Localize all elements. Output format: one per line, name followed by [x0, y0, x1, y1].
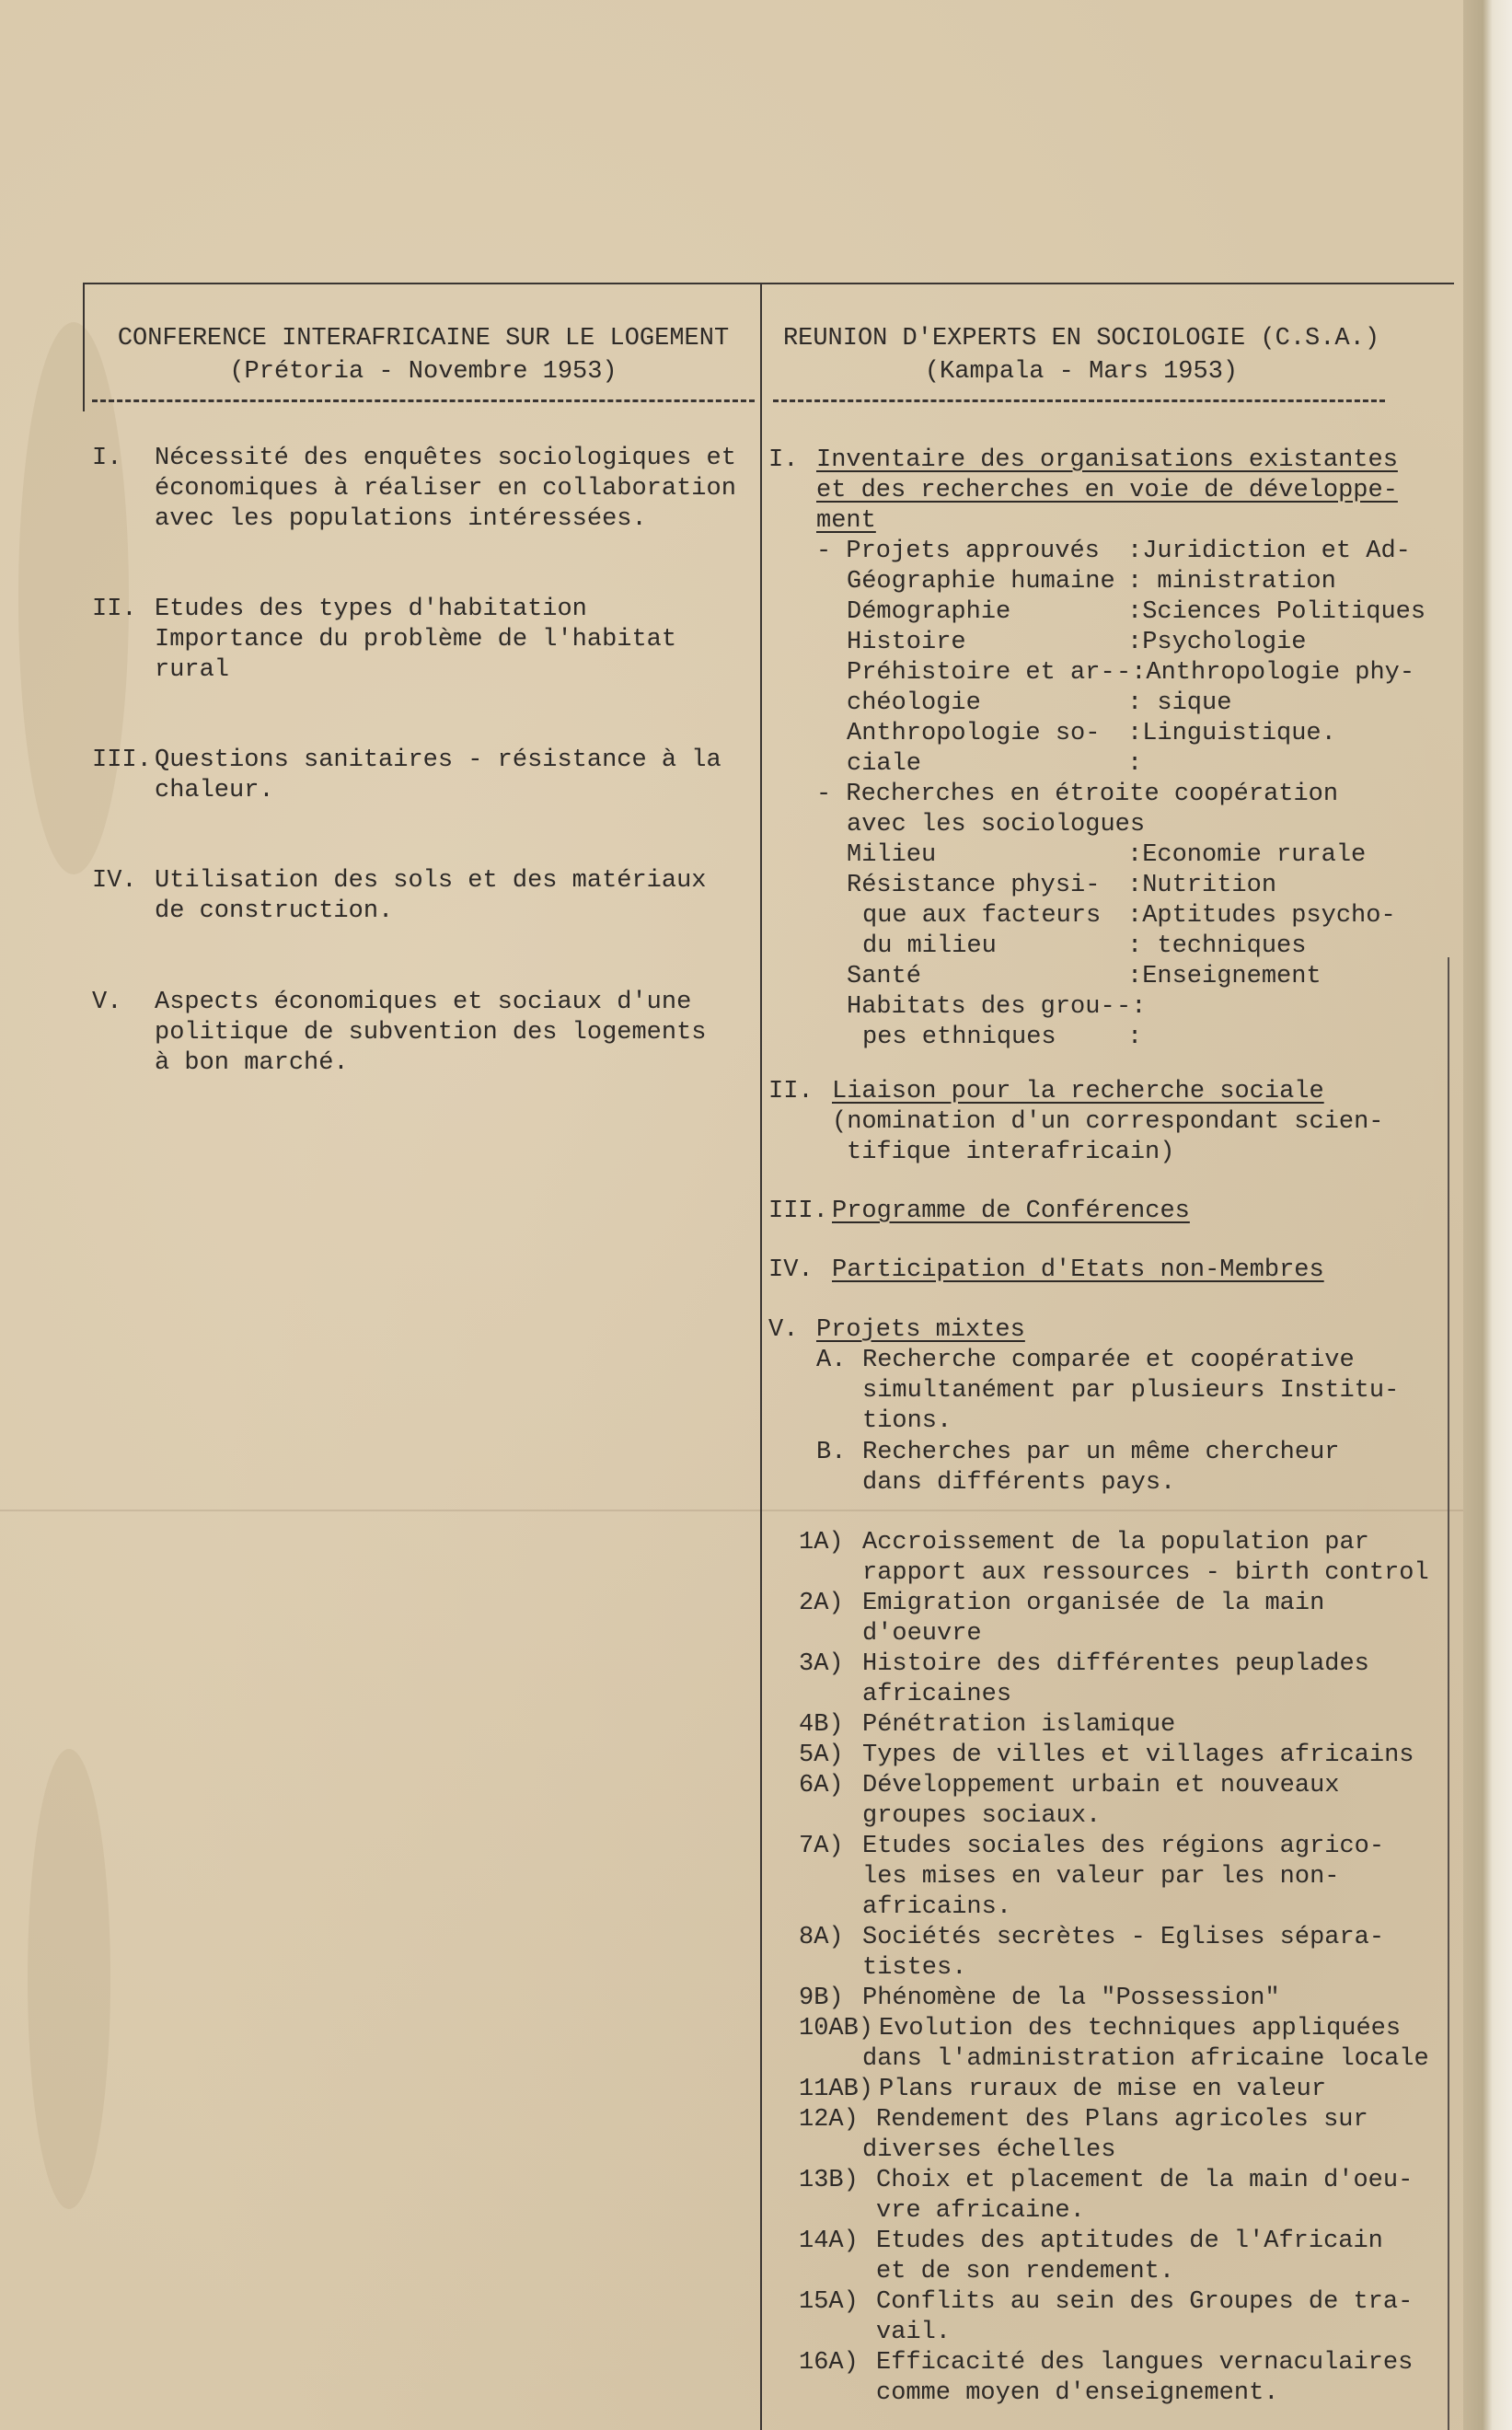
project-text: diverses échelles	[862, 2136, 1116, 2164]
section-title: Liaison pour la recherche sociale	[832, 1078, 1324, 1105]
projet-right: -:Anthropologie phy-	[1116, 659, 1415, 687]
left-item-text: Importance du problème de l'habitat	[155, 626, 677, 654]
project-code: 8A)	[799, 1924, 844, 1951]
stain	[28, 1749, 110, 2209]
recherches-intro: - Recherches en étroite coopération	[816, 781, 1339, 808]
right-header-dashed-rule	[773, 399, 1385, 402]
project-text: Evolution des techniques appliquées	[879, 2015, 1402, 2042]
left-item-number: II.	[92, 596, 137, 623]
fold-crease	[0, 1510, 1463, 1511]
left-item-text: Questions sanitaires - résistance à la	[155, 746, 721, 774]
recherche-right-text: Aptitudes psycho-	[1142, 902, 1396, 930]
project-code: 9B)	[799, 1984, 844, 2012]
left-item-text: rural	[155, 656, 230, 684]
projet-right: :Psychologie	[1127, 629, 1307, 656]
recherche-right-text: Enseignement	[1142, 963, 1322, 990]
section-number: IV.	[768, 1256, 814, 1284]
subsection-text: Recherche comparée et coopérative	[862, 1347, 1355, 1374]
project-text: dans l'administration africaine locale	[862, 2045, 1429, 2073]
recherche-right-text: techniques	[1157, 932, 1307, 960]
projet-left: Préhistoire et ar-	[847, 659, 1115, 687]
left-item-text: Nécessité des enquêtes sociologiques et	[155, 445, 736, 472]
projet-left: chéologie	[847, 689, 981, 717]
left-item-text: de construction.	[155, 897, 394, 925]
projet-right-text: Anthropologie phy-	[1146, 659, 1415, 687]
left-item-number: I.	[92, 445, 122, 472]
recherche-left: du milieu	[862, 932, 997, 960]
project-code: 4B)	[799, 1711, 844, 1739]
recherche-right: :Aptitudes psycho-	[1127, 902, 1396, 930]
column-divider	[760, 283, 762, 2430]
recherche-right: : techniques	[1127, 932, 1307, 960]
section-text: (nomination d'un correspondant scien-	[832, 1108, 1384, 1136]
projet-right-text: ministration	[1157, 568, 1336, 596]
subsection-text: tions.	[862, 1407, 952, 1435]
projet-left: ciale	[847, 750, 922, 778]
section-text: tifique interafricain)	[847, 1139, 1175, 1166]
project-text: vre africaine.	[876, 2197, 1085, 2225]
projet-right-text: Psychologie	[1142, 629, 1307, 656]
left-item-number: V.	[92, 989, 122, 1016]
project-code: 3A)	[799, 1650, 844, 1678]
project-code: 10AB)	[799, 2015, 874, 2042]
recherche-right-text: Economie rurale	[1142, 841, 1367, 869]
project-text: Histoire des différentes peuplades	[862, 1650, 1369, 1678]
left-header-subtitle: (Prétoria - Novembre 1953)	[229, 358, 617, 386]
recherche-left: que aux facteurs	[862, 902, 1102, 930]
project-code: 14A)	[799, 2228, 859, 2255]
project-text: tistes.	[862, 1954, 967, 1982]
left-item-text: Etudes des types d'habitation	[155, 596, 587, 623]
left-item-text: chaleur.	[155, 777, 274, 804]
project-text: Choix et placement de la main d'oeu-	[876, 2167, 1414, 2194]
section-number: V.	[768, 1316, 799, 1344]
project-text: Rendement des Plans agricoles sur	[876, 2106, 1368, 2134]
recherche-colon: :	[1127, 1024, 1143, 1051]
project-text: Sociétés secrètes - Eglises sépara-	[862, 1924, 1385, 1951]
recherches-intro: avec les sociologues	[847, 811, 1146, 839]
project-text: Plans ruraux de mise en valeur	[879, 2076, 1327, 2103]
recherche-left: Santé	[847, 963, 922, 990]
subsection-text: dans différents pays.	[862, 1469, 1176, 1497]
project-text: les mises en valeur par les non-	[862, 1863, 1340, 1891]
recherche-right-text: Nutrition	[1142, 872, 1277, 899]
projet-colon: :	[1127, 750, 1143, 778]
project-text: et de son rendement.	[876, 2258, 1175, 2285]
project-text: Types de villes et villages africains	[862, 1742, 1414, 1769]
project-text: rapport aux ressources - birth control	[862, 1559, 1429, 1587]
subsection-label: A.	[816, 1347, 847, 1374]
section-title: ment	[816, 507, 876, 535]
projet-right: : sique	[1127, 689, 1232, 717]
project-text: vail.	[876, 2319, 952, 2346]
projet-right-text: sique	[1157, 689, 1232, 717]
project-code: 11AB)	[799, 2076, 874, 2103]
left-item-text: Utilisation des sols et des matériaux	[155, 867, 707, 895]
section-number: I.	[768, 446, 799, 474]
left-item-text: avec les populations intéressées.	[155, 505, 647, 533]
project-code: 6A)	[799, 1772, 844, 1799]
projet-right: : ministration	[1127, 568, 1336, 596]
left-header-dashed-rule	[92, 399, 755, 402]
recherche-left: Milieu	[847, 841, 937, 869]
section-number: III.	[768, 1198, 828, 1225]
projet-left: Histoire	[847, 629, 966, 656]
left-item-text: économiques à réaliser en collaboration	[155, 475, 736, 503]
right-header	[764, 322, 1399, 388]
recherche-colon: -:	[1116, 993, 1147, 1021]
subsection-label: B.	[816, 1439, 847, 1466]
project-text: Etudes sociales des régions agrico-	[862, 1833, 1385, 1860]
project-text: africaines	[862, 1681, 1012, 1708]
recherche-left: Habitats des grou-	[847, 993, 1115, 1021]
projets-right: :Juridiction et Ad-	[1127, 538, 1411, 565]
project-code: 16A)	[799, 2349, 859, 2377]
project-text: Accroissement de la population par	[862, 1529, 1369, 1556]
section-title: Programme de Conférences	[832, 1198, 1190, 1225]
table-top-rule	[83, 283, 1454, 284]
recherche-right: :Enseignement	[1127, 963, 1322, 990]
projet-left: Démographie	[847, 598, 1011, 626]
project-code: 5A)	[799, 1742, 844, 1769]
project-text: Conflits au sein des Groupes de tra-	[876, 2288, 1414, 2316]
projet-right: :Linguistique.	[1127, 720, 1336, 747]
projet-left: Géographie humaine	[847, 568, 1115, 596]
right-header-subtitle: (Kampala - Mars 1953)	[924, 358, 1239, 386]
section-number: II.	[768, 1078, 814, 1105]
project-text: Efficacité des langues vernaculaires	[876, 2349, 1414, 2377]
project-code: 13B)	[799, 2167, 859, 2194]
projet-right-text: Sciences Politiques	[1142, 598, 1426, 626]
recherche-left: Résistance physi-	[847, 872, 1101, 899]
right-margin-rule	[1448, 957, 1449, 2430]
left-item-text: Aspects économiques et sociaux d'une	[155, 989, 692, 1016]
left-item-number: IV.	[92, 867, 137, 895]
project-code: 1A)	[799, 1529, 844, 1556]
project-text: d'oeuvre	[862, 1620, 982, 1648]
project-text: Emigration organisée de la main	[862, 1590, 1325, 1617]
left-header-title: CONFERENCE INTERAFRICAINE SUR LE LOGEMENT	[117, 325, 730, 353]
left-item-text: politique de subvention des logements	[155, 1019, 707, 1047]
right-header-title: REUNION D'EXPERTS EN SOCIOLOGIE (C.S.A.)	[782, 325, 1380, 353]
project-code: 15A)	[799, 2288, 859, 2316]
section-title: Participation d'Etats non-Membres	[832, 1256, 1324, 1284]
project-text: Etudes des aptitudes de l'Africain	[876, 2228, 1383, 2255]
page-edge	[1463, 0, 1512, 2430]
recherche-left: pes ethniques	[862, 1024, 1056, 1051]
projet-right-text: Juridiction et Ad-	[1142, 538, 1411, 565]
recherche-right: :Economie rurale	[1127, 841, 1367, 869]
project-code: 7A)	[799, 1833, 844, 1860]
left-item-number: III.	[92, 746, 152, 774]
left-header	[92, 322, 755, 388]
section-title: Projets mixtes	[816, 1316, 1025, 1344]
recherche-right: :Nutrition	[1127, 872, 1277, 899]
project-text: Pénétration islamique	[862, 1711, 1176, 1739]
section-title: Inventaire des organisations existantes	[816, 446, 1398, 474]
project-text: africains.	[862, 1893, 1012, 1921]
project-text: Développement urbain et nouveaux	[862, 1772, 1340, 1799]
subsection-text: Recherches par un même chercheur	[862, 1439, 1340, 1466]
project-text: groupes sociaux.	[862, 1802, 1102, 1830]
project-code: 12A)	[799, 2106, 859, 2134]
projet-right-text: Linguistique.	[1142, 720, 1336, 747]
table-left-rule	[83, 283, 85, 411]
left-item-text: à bon marché.	[155, 1049, 349, 1077]
project-text: comme moyen d'enseignement.	[876, 2379, 1279, 2407]
section-title: et des recherches en voie de développe-	[816, 477, 1398, 504]
project-text: Phénomène de la "Possession"	[862, 1984, 1280, 2012]
project-code: 2A)	[799, 1590, 844, 1617]
projet-right: :Sciences Politiques	[1127, 598, 1426, 626]
subsection-text: simultanément par plusieurs Institu-	[862, 1377, 1400, 1405]
projets-intro: - Projets approuvés	[816, 538, 1100, 565]
projet-left: Anthropologie so-	[847, 720, 1101, 747]
